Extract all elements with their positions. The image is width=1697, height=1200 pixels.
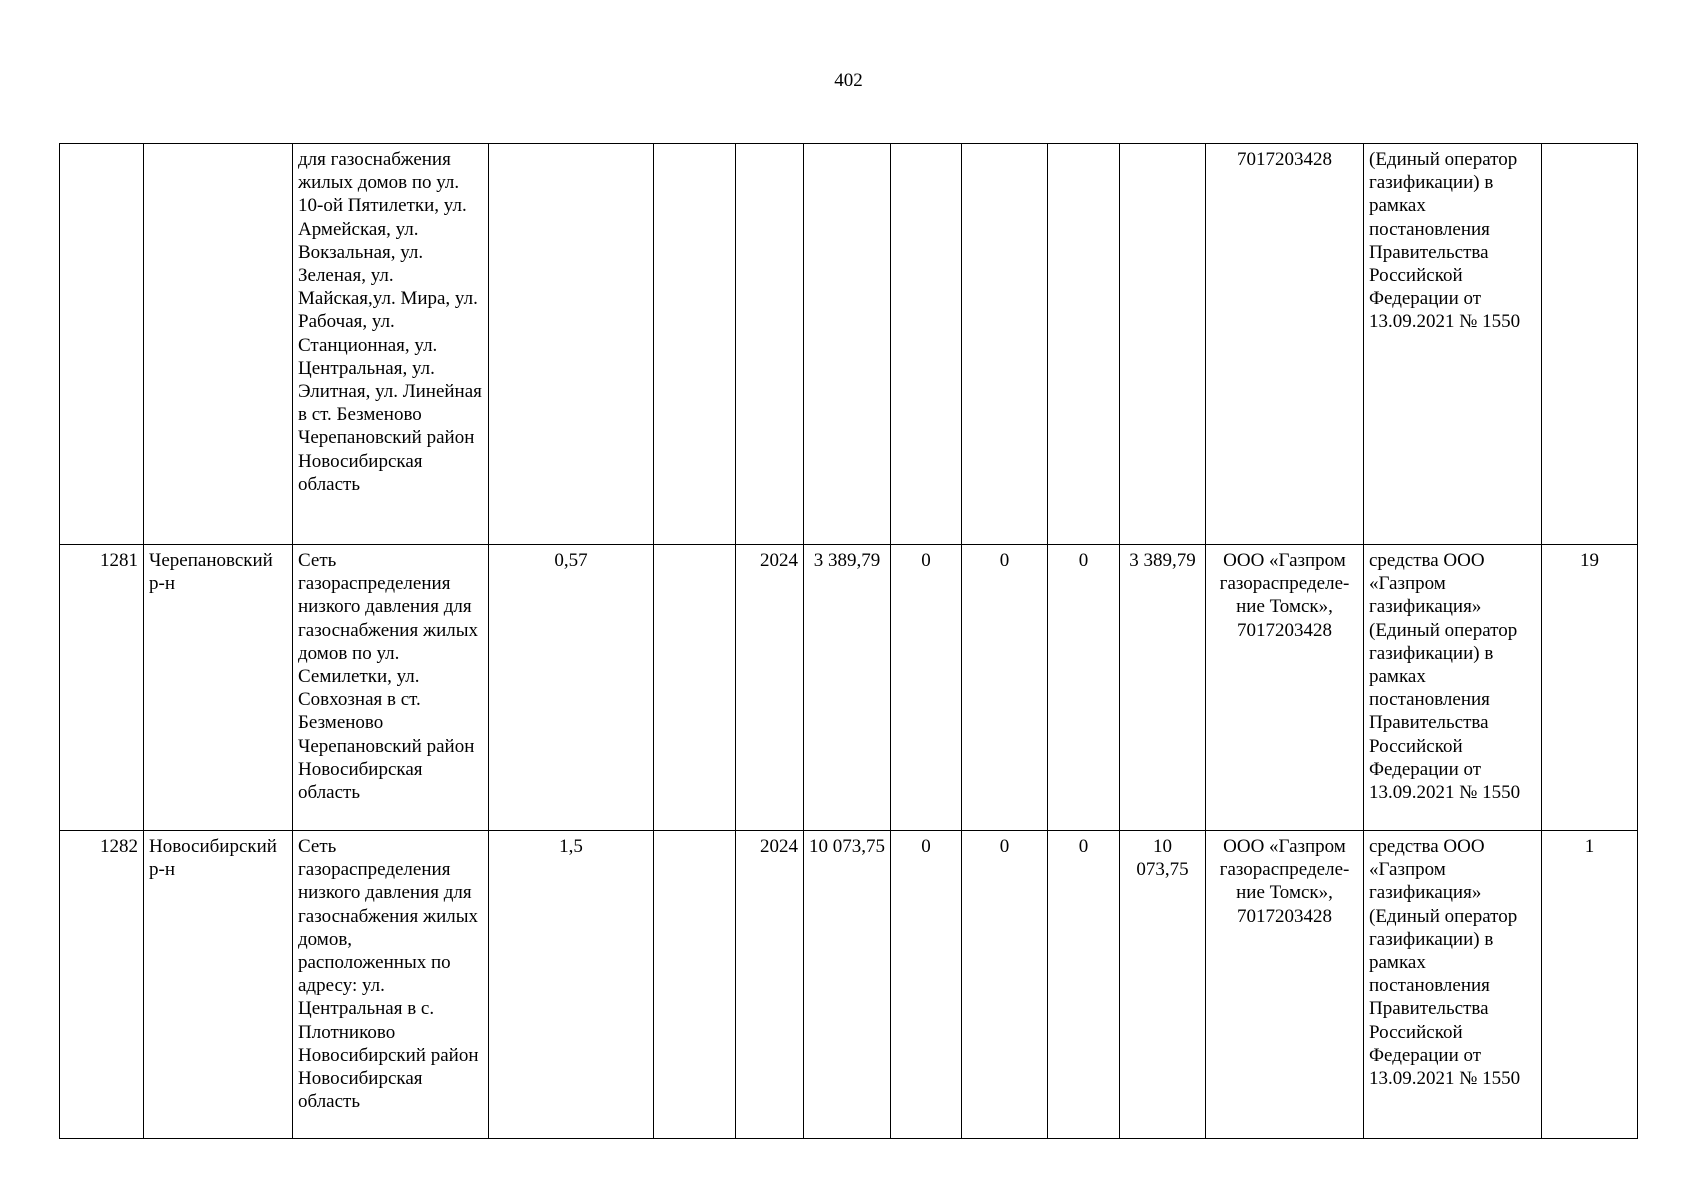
table-row xyxy=(60,545,1638,831)
cell-organization: 7017203428 xyxy=(1206,144,1364,545)
cell-col11 xyxy=(1120,144,1206,545)
cell-length xyxy=(489,144,654,545)
cell-total: 3 389,79 xyxy=(804,545,891,831)
investment-program-table xyxy=(59,143,1638,1139)
cell-index: 1282 xyxy=(60,831,144,1139)
cell-organization: ООО «Газпром газораспределе-ние Томск», 7017203428 xyxy=(1206,545,1364,831)
cell-total xyxy=(804,144,891,545)
cell-district: Черепановский р-н xyxy=(144,545,293,831)
cell-last xyxy=(1542,144,1638,545)
cell-district: Новосибирский р-н xyxy=(144,831,293,1139)
cell-col10: 0 xyxy=(1048,831,1120,1139)
cell-col5 xyxy=(654,831,736,1139)
cell-index xyxy=(60,144,144,545)
cell-year: 2024 xyxy=(736,831,804,1139)
cell-length: 0,57 xyxy=(489,545,654,831)
cell-length: 1,5 xyxy=(489,831,654,1139)
cell-col11: 3 389,79 xyxy=(1120,545,1206,831)
cell-source: средства ООО «Газпром газификация» (Единый оператор газификации) в рамках постановления Правительства Российской Федерации от 13.09.2021 № 1550 xyxy=(1364,545,1542,831)
cell-col9: 0 xyxy=(962,545,1048,831)
cell-col5 xyxy=(654,144,736,545)
page-number: 402 xyxy=(834,70,863,91)
cell-total: 10 073,75 xyxy=(804,831,891,1139)
cell-last: 1 xyxy=(1542,831,1638,1139)
cell-source: средства ООО «Газпром газификация» (Единый оператор газификации) в рамках постановления Правительства Российской Федерации от 13.09.2021 № 1550 xyxy=(1364,831,1542,1139)
cell-year: 2024 xyxy=(736,545,804,831)
cell-col5 xyxy=(654,545,736,831)
cell-district xyxy=(144,144,293,545)
cell-col8: 0 xyxy=(891,545,962,831)
cell-col10: 0 xyxy=(1048,545,1120,831)
cell-col9 xyxy=(962,144,1048,545)
table-row xyxy=(60,144,1638,545)
table-row xyxy=(60,831,1638,1139)
cell-source: (Единый оператор газификации) в рамках постановления Правительства Российской Федерации от 13.09.2021 № 1550 xyxy=(1364,144,1542,545)
cell-organization: ООО «Газпром газораспределе-ние Томск», 7017203428 xyxy=(1206,831,1364,1139)
cell-col9: 0 xyxy=(962,831,1048,1139)
cell-col8 xyxy=(891,144,962,545)
cell-col11: 10 073,75 xyxy=(1120,831,1206,1139)
cell-object: Сеть газораспределения низкого давления для газоснабжения жилых домов, расположенных по адресу: ул. Центральная в с. Плотниково Новосибирский район Новосибирская область xyxy=(293,831,489,1139)
cell-object: для газоснабжения жилых домов по ул. 10-ой Пятилетки, ул. Армейская, ул. Вокзальная, ул. Зеленая, ул. Майская,ул. Мира, ул. Рабочая, ул. Станционная, ул. Центральная, ул. Элитная, ул. Линейная в ст. Безменово Черепановский район Новосибирская область xyxy=(293,144,489,545)
cell-col10 xyxy=(1048,144,1120,545)
cell-index: 1281 xyxy=(60,545,144,831)
cell-object: Сеть газораспределения низкого давления для газоснабжения жилых домов по ул. Семилетки, ул. Совхозная в ст. Безменово Черепановский район Новосибирская область xyxy=(293,545,489,831)
cell-last: 19 xyxy=(1542,545,1638,831)
cell-year xyxy=(736,144,804,545)
cell-col8: 0 xyxy=(891,831,962,1139)
